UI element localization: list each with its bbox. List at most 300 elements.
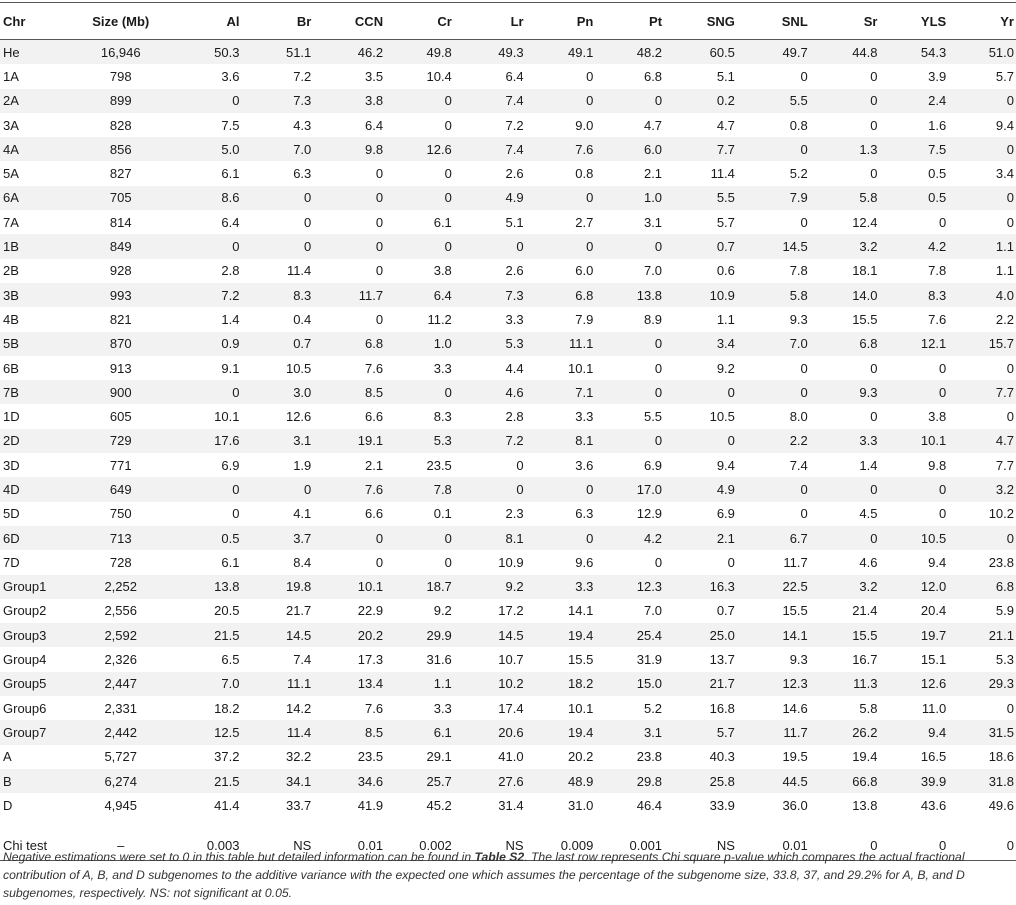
table-cell: 2,556 <box>104 603 137 619</box>
spacer-row <box>0 818 1016 832</box>
table-cell: 4.9 <box>716 481 735 497</box>
table-cell: 798 <box>109 68 132 84</box>
table-cell: 0 <box>800 360 808 376</box>
table-cell: 827 <box>109 166 132 182</box>
table-cell: 5.7 <box>716 214 735 230</box>
table-cell: 0 <box>1006 360 1014 376</box>
table-cell: 20.5 <box>214 603 240 619</box>
table-cell: 48.9 <box>568 773 594 789</box>
table-cell: 46.4 <box>636 797 663 813</box>
row-label: 7A <box>3 214 19 230</box>
row-label: 6A <box>3 190 19 206</box>
table-cell: 0.9 <box>221 336 240 352</box>
table-cell: 34.6 <box>357 773 384 789</box>
table-cell: 12.4 <box>852 214 878 230</box>
table-cell: 15.0 <box>636 676 663 692</box>
table-cell: 0.5 <box>928 166 947 182</box>
table-cell: 46.2 <box>357 44 384 60</box>
column-header: Size (Mb) <box>67 3 175 40</box>
table-cell: 19.1 <box>357 433 384 449</box>
table-cell: 0 <box>800 481 808 497</box>
table-cell: 15.1 <box>920 652 947 668</box>
table-cell: 3.3 <box>433 360 452 376</box>
row-label: 4A <box>3 141 19 157</box>
table-cell: 17.6 <box>214 433 240 449</box>
table-cell: 6.1 <box>221 166 240 182</box>
table-cell: 5.5 <box>716 190 735 206</box>
table-cell: 0 <box>870 530 878 546</box>
table-row <box>0 89 1016 113</box>
table-cell: 9.1 <box>221 360 240 376</box>
table-cell: 0 <box>810 832 880 861</box>
table-cell: 31.4 <box>498 797 524 813</box>
table-cell: 9.3 <box>859 384 878 400</box>
table-cell: 6.9 <box>643 457 663 473</box>
table-cell: 0 <box>586 68 594 84</box>
table-cell: 0 <box>654 384 663 400</box>
table-cell: 8.3 <box>433 409 452 425</box>
table-cell: 19.4 <box>852 749 878 765</box>
table-cell: 0.5 <box>928 190 947 206</box>
table-cell: 51.1 <box>285 44 312 60</box>
table-cell: 40.3 <box>709 749 735 765</box>
table-row <box>0 769 1016 793</box>
table-cell: 0.002 <box>385 832 454 861</box>
table-row <box>0 64 1016 88</box>
table-cell: – <box>67 832 175 861</box>
table-cell: 849 <box>109 239 132 255</box>
table-cell: 7.2 <box>505 433 524 449</box>
table-cell: 14.5 <box>285 627 312 643</box>
table-cell: 2.6 <box>505 166 524 182</box>
table-row <box>0 745 1016 769</box>
table-cell: 7.2 <box>505 117 524 133</box>
table-cell: 0 <box>375 239 384 255</box>
table-cell: 6.1 <box>433 214 452 230</box>
table-cell: 0 <box>304 190 312 206</box>
table-cell: 7.6 <box>365 700 384 716</box>
table-cell: 9.0 <box>575 117 594 133</box>
table-cell: 0 <box>1006 214 1014 230</box>
table-cell: 0 <box>654 360 663 376</box>
table-cell: 0 <box>232 384 240 400</box>
table-cell: 0 <box>654 336 663 352</box>
table-cell: 3.2 <box>995 481 1014 497</box>
table-cell: 10.7 <box>498 652 524 668</box>
table-cell: 8.3 <box>928 287 947 303</box>
table-row <box>0 283 1016 307</box>
table-cell: 11.1 <box>569 336 594 352</box>
table-cell: 8.6 <box>221 190 240 206</box>
table-cell: 0 <box>516 239 524 255</box>
table-row <box>0 550 1016 574</box>
table-cell: 11.4 <box>710 166 735 182</box>
table-cell: 16.8 <box>709 700 735 716</box>
table-cell: 0.01 <box>313 832 385 861</box>
table-cell: 705 <box>109 190 132 206</box>
table-cell: 7.8 <box>789 263 808 279</box>
table-cell: 993 <box>109 287 132 303</box>
table-cell: 7.8 <box>928 263 947 279</box>
table-cell: 0 <box>654 433 663 449</box>
table-cell: 16.5 <box>920 749 947 765</box>
table-cell: 3.4 <box>995 166 1014 182</box>
table-header <box>0 3 1016 40</box>
table-cell: 0 <box>444 117 452 133</box>
table-cell: 12.0 <box>920 579 947 595</box>
table-cell: 6.1 <box>221 554 240 570</box>
table-cell: 2.3 <box>505 506 524 522</box>
table-cell: 649 <box>109 481 132 497</box>
table-cell: 51.0 <box>988 44 1014 60</box>
table-cell: 11.2 <box>427 311 452 327</box>
table-cell: 2,442 <box>104 724 137 740</box>
table-cell: 13.4 <box>357 676 384 692</box>
table-cell: 17.2 <box>498 603 524 619</box>
column-header: SNG <box>664 3 737 40</box>
table-cell: 50.3 <box>214 44 240 60</box>
table-cell: 4.7 <box>995 433 1014 449</box>
table-cell: 5.5 <box>643 409 663 425</box>
table-cell: 41.4 <box>214 797 240 813</box>
table-cell: 0 <box>870 117 878 133</box>
table-cell: 7.9 <box>575 311 594 327</box>
table-cell: 8.1 <box>575 433 594 449</box>
table-cell: 25.4 <box>636 627 663 643</box>
table-cell: 29.1 <box>426 749 452 765</box>
row-label: 5A <box>3 166 19 182</box>
table-cell: 20.2 <box>568 749 594 765</box>
table-row <box>0 623 1016 647</box>
table-cell: 0 <box>375 263 384 279</box>
table-cell: 6.8 <box>575 287 594 303</box>
table-cell: 3.7 <box>293 530 312 546</box>
table-cell: 9.4 <box>928 554 947 570</box>
table-cell: 2.2 <box>789 433 808 449</box>
table-cell: 32.2 <box>285 749 312 765</box>
column-header: Cr <box>385 3 454 40</box>
table-cell: 0 <box>304 214 312 230</box>
table-cell: 18.2 <box>214 700 240 716</box>
table-cell: 31.0 <box>568 797 594 813</box>
table-cell: 14.0 <box>852 287 878 303</box>
table-cell: 5.8 <box>859 190 878 206</box>
table-cell: 1.9 <box>293 457 312 473</box>
row-label: B <box>3 773 12 789</box>
table-cell: 3.6 <box>575 457 594 473</box>
table-row <box>0 696 1016 720</box>
row-label: Group1 <box>3 579 47 595</box>
table-cell: 0.7 <box>716 239 735 255</box>
table-cell: 4.5 <box>859 506 878 522</box>
table-cell: 0 <box>375 311 384 327</box>
row-label: 1A <box>3 68 19 84</box>
table-cell: 0.009 <box>526 832 596 861</box>
table-cell: 0 <box>800 214 808 230</box>
table-cell: 0.003 <box>175 832 242 861</box>
table-cell: 4.0 <box>995 287 1014 303</box>
table-cell: 3.5 <box>365 68 384 84</box>
header-row <box>0 3 1016 40</box>
row-label: Chi test <box>0 832 67 861</box>
table-cell: 1.4 <box>221 311 240 327</box>
table-cell: 0 <box>444 190 452 206</box>
table-cell: 5.5 <box>789 93 808 109</box>
row-label: 7B <box>3 384 19 400</box>
row-label: 5D <box>3 506 20 522</box>
table-row <box>0 210 1016 234</box>
table-cell: 19.4 <box>568 627 594 643</box>
table-cell: 0 <box>880 832 949 861</box>
table-cell: 729 <box>109 433 132 449</box>
table-cell: 5.3 <box>995 652 1014 668</box>
table-cell: 19.8 <box>285 579 312 595</box>
table-cell: 11.3 <box>853 676 878 692</box>
table-cell: 3.1 <box>293 433 312 449</box>
table-row <box>0 113 1016 137</box>
table-cell: 11.1 <box>286 676 312 692</box>
table-cell: 12.5 <box>214 724 240 740</box>
table-cell: 45.2 <box>426 797 452 813</box>
table-cell: 5.7 <box>995 68 1014 84</box>
table-cell: 11.7 <box>783 554 808 570</box>
table-cell: 1.0 <box>433 336 452 352</box>
table-cell: 7.0 <box>293 141 312 157</box>
table-cell: 33.7 <box>285 797 312 813</box>
table-cell: 23.5 <box>357 749 384 765</box>
table-cell: 25.0 <box>709 627 735 643</box>
table-cell: 0 <box>800 141 808 157</box>
table-cell: 17.4 <box>498 700 524 716</box>
table-cell: 6.6 <box>365 409 384 425</box>
table-cell: 25.8 <box>709 773 735 789</box>
table-cell: 0 <box>375 166 384 182</box>
table-cell: 750 <box>109 506 132 522</box>
table-cell: 6.4 <box>433 287 452 303</box>
table-row <box>0 526 1016 550</box>
table-cell: 4.3 <box>293 117 312 133</box>
row-label: Group3 <box>3 627 47 643</box>
table-cell: 10.1 <box>357 579 384 595</box>
table-cell: 7.4 <box>293 652 312 668</box>
table-cell: 856 <box>109 141 132 157</box>
table-cell: 0 <box>1006 530 1014 546</box>
table-cell: 14.5 <box>498 627 524 643</box>
footnote-table-ref[interactable]: Table S2 <box>474 850 525 864</box>
row-label: 1D <box>3 409 20 425</box>
table-cell: 2.7 <box>575 214 594 230</box>
table-cell: NS <box>241 832 313 861</box>
column-header: Br <box>241 3 313 40</box>
row-label: Group6 <box>3 700 47 716</box>
table-cell: 3.3 <box>505 311 524 327</box>
table-cell: 0 <box>938 384 947 400</box>
table-cell: 7.0 <box>643 263 663 279</box>
table-cell: 14.6 <box>782 700 808 716</box>
table-cell: 17.3 <box>357 652 384 668</box>
table-row <box>0 186 1016 210</box>
table-cell: 5.8 <box>859 700 878 716</box>
table-cell: 6.0 <box>575 263 594 279</box>
table-cell: 1.1 <box>716 311 735 327</box>
table-cell: 21.1 <box>988 627 1014 643</box>
table-cell: 0 <box>870 166 878 182</box>
table-cell: 15.5 <box>568 652 594 668</box>
table-cell: 5.8 <box>789 287 808 303</box>
table-row <box>0 672 1016 696</box>
table-cell: 19.7 <box>920 627 947 643</box>
table-cell: 23.5 <box>426 457 452 473</box>
table-body <box>0 40 1016 861</box>
table-cell: 9.3 <box>789 652 808 668</box>
table-cell: 0.2 <box>716 93 735 109</box>
table-cell: 4.7 <box>716 117 735 133</box>
table-cell: 0 <box>1006 409 1014 425</box>
table-cell: 4.7 <box>643 117 663 133</box>
table-row <box>0 307 1016 331</box>
table-cell: 60.5 <box>709 44 735 60</box>
table-cell: 0 <box>304 239 312 255</box>
table-cell: 44.5 <box>782 773 808 789</box>
table-cell: 3.6 <box>221 68 240 84</box>
spacer-cell <box>0 818 1016 832</box>
table-cell: 0 <box>375 554 384 570</box>
table-cell: 0 <box>870 93 878 109</box>
table-cell: 5.2 <box>789 166 808 182</box>
table-cell: 11.4 <box>286 263 312 279</box>
table-cell: 15.5 <box>852 311 878 327</box>
table-cell: 0 <box>870 409 878 425</box>
table-row <box>0 356 1016 380</box>
table-cell: 0 <box>1006 141 1014 157</box>
table-cell: 0 <box>938 360 947 376</box>
table-cell: 5.2 <box>643 700 663 716</box>
table-cell: 8.4 <box>293 554 312 570</box>
table-cell: 6.7 <box>789 530 808 546</box>
table-cell: 6.8 <box>995 579 1014 595</box>
table-cell: 3.1 <box>643 724 663 740</box>
row-label: 5B <box>3 336 19 352</box>
row-label: Group2 <box>3 603 47 619</box>
table-cell: 6.0 <box>643 141 663 157</box>
table-cell: 0.7 <box>293 336 312 352</box>
table-cell: 6.9 <box>716 506 735 522</box>
table-cell: 11.7 <box>783 724 808 740</box>
table-cell: 10.1 <box>568 700 594 716</box>
row-label: 3B <box>3 287 19 303</box>
table-cell: 2.1 <box>365 457 384 473</box>
table-cell: 16.3 <box>709 579 735 595</box>
table-cell: 3.8 <box>433 263 452 279</box>
table-cell: 3.2 <box>859 579 878 595</box>
table-cell: 6.4 <box>221 214 240 230</box>
column-header: Chr <box>0 3 67 40</box>
row-label: 2B <box>3 263 19 279</box>
table-cell: 21.7 <box>285 603 312 619</box>
table-cell: 21.4 <box>852 603 878 619</box>
table-cell: 1.3 <box>859 141 878 157</box>
table-cell: 0.7 <box>716 603 735 619</box>
table-cell: 49.8 <box>426 44 452 60</box>
table-cell: 0 <box>586 190 594 206</box>
table-cell: 8.3 <box>293 287 312 303</box>
table-cell: 2,447 <box>104 676 137 692</box>
table-cell: 0 <box>375 530 384 546</box>
row-label: 6D <box>3 530 20 546</box>
table-cell: 3.3 <box>575 409 594 425</box>
table-cell: 31.9 <box>636 652 663 668</box>
table-cell: 20.4 <box>920 603 947 619</box>
table-cell: 2.1 <box>716 530 735 546</box>
table-cell: 0 <box>870 481 878 497</box>
table-cell: 0 <box>232 481 240 497</box>
table-footnote <box>3 848 1011 902</box>
table-row <box>0 161 1016 185</box>
table-row <box>0 429 1016 453</box>
table-cell: 9.4 <box>928 724 947 740</box>
table-cell: 43.6 <box>920 797 947 813</box>
table-row <box>0 575 1016 599</box>
table-cell: 0 <box>232 239 240 255</box>
table-cell: 6.4 <box>365 117 384 133</box>
table-cell: 41.9 <box>357 797 384 813</box>
table-cell: 7.6 <box>365 360 384 376</box>
table-cell: 2,326 <box>104 652 137 668</box>
table-cell: 0 <box>444 530 452 546</box>
table-row <box>0 647 1016 671</box>
table-cell: 900 <box>109 384 132 400</box>
table-cell: 13.8 <box>636 287 663 303</box>
table-cell: 31.8 <box>988 773 1014 789</box>
table-cell: 26.2 <box>852 724 878 740</box>
table-cell: 23.8 <box>636 749 663 765</box>
table-cell: 66.8 <box>852 773 878 789</box>
table-cell: 39.9 <box>920 773 947 789</box>
table-cell: 12.9 <box>636 506 663 522</box>
table-cell: 0 <box>727 384 735 400</box>
table-cell: 18.6 <box>988 749 1014 765</box>
table-cell: 6.8 <box>365 336 384 352</box>
table-cell: 13.7 <box>709 652 735 668</box>
table-cell: 15.5 <box>782 603 808 619</box>
table-cell: 814 <box>109 214 132 230</box>
table-cell: 2.6 <box>505 263 524 279</box>
table-cell: 11.7 <box>358 287 384 303</box>
table-cell: 5.7 <box>716 724 735 740</box>
table-cell: 21.5 <box>214 627 240 643</box>
table-cell: 9.6 <box>575 554 594 570</box>
column-header: YLS <box>880 3 949 40</box>
table-cell: 9.8 <box>928 457 947 473</box>
table-cell: 5.3 <box>433 433 452 449</box>
table-cell: 12.3 <box>636 579 663 595</box>
table-row <box>0 234 1016 258</box>
table-cell: 0.001 <box>595 832 664 861</box>
table-cell: 0 <box>586 93 594 109</box>
table-cell: 1.1 <box>433 676 452 692</box>
column-header: Yr <box>948 3 1016 40</box>
column-header: Al <box>175 3 242 40</box>
table-cell: 0 <box>938 214 947 230</box>
table-cell: 2.1 <box>643 166 663 182</box>
table-cell: 0.6 <box>716 263 735 279</box>
table-cell: 4,945 <box>104 797 137 813</box>
table-cell: 31.5 <box>988 724 1014 740</box>
row-label: He <box>3 44 20 60</box>
table-cell: 8.1 <box>505 530 524 546</box>
table-cell: 2.8 <box>505 409 524 425</box>
table-cell: 12.6 <box>285 409 312 425</box>
